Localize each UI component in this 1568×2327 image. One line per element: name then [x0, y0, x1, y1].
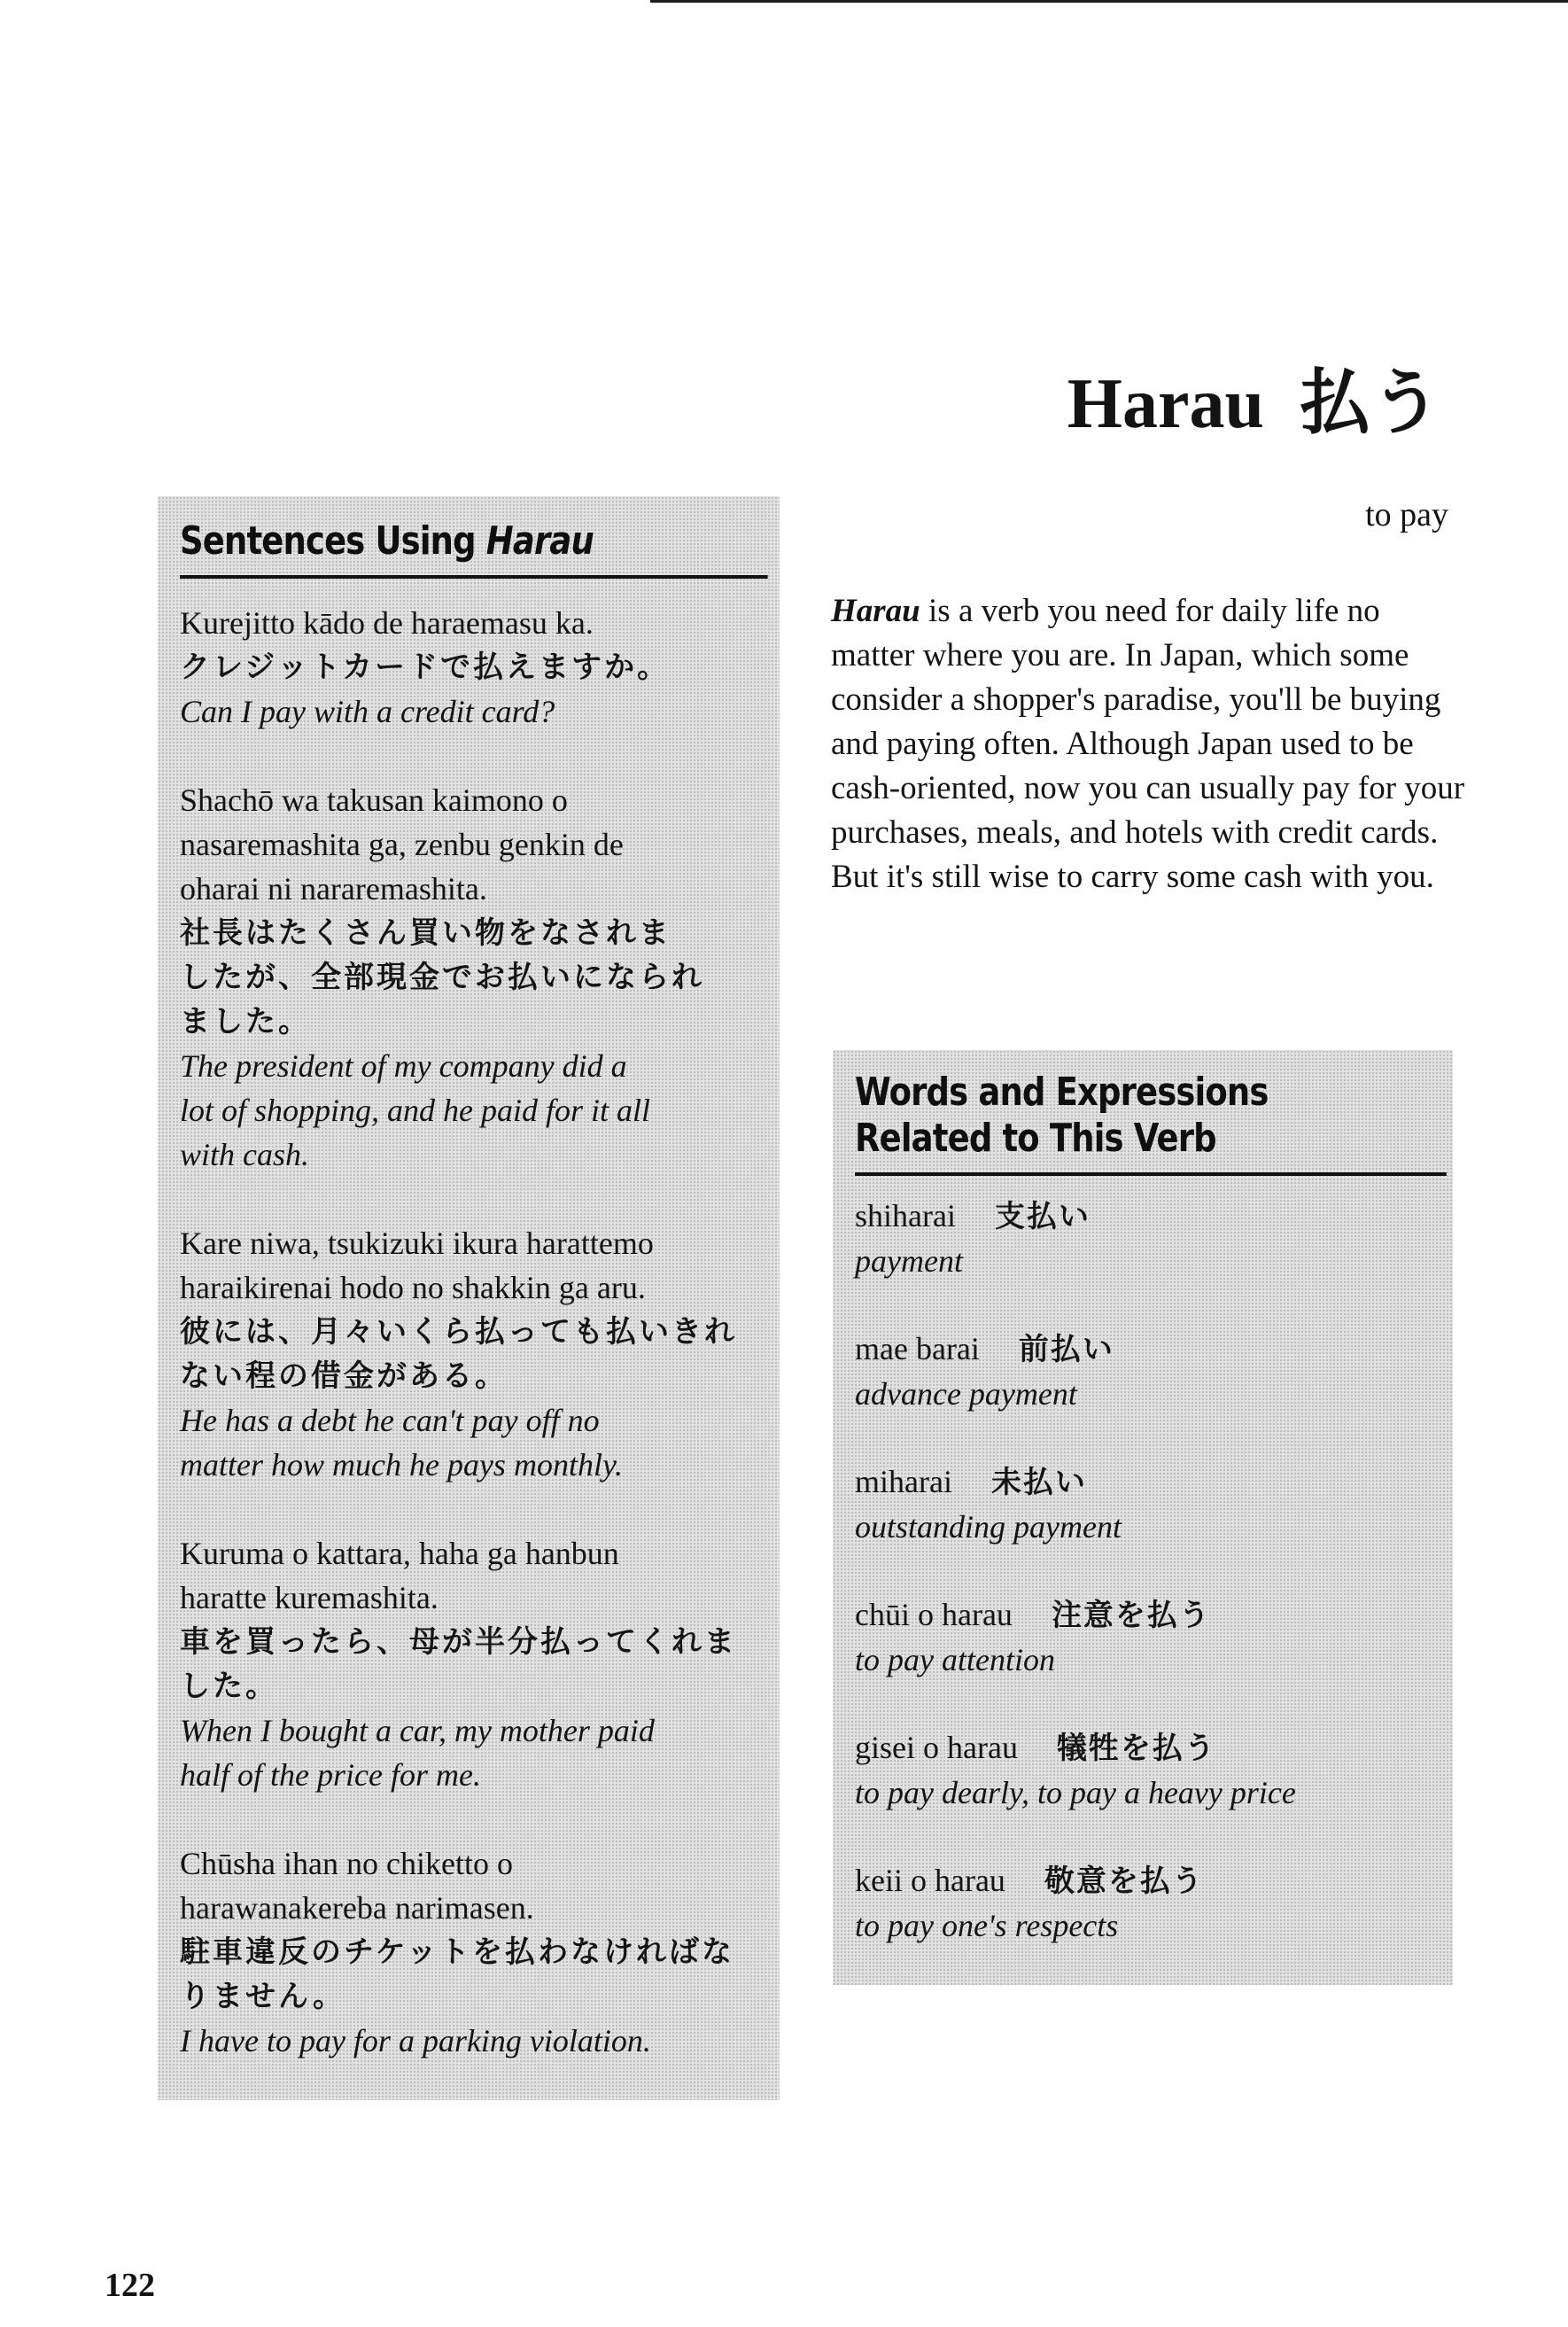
expression-romaji: miharai — [855, 1464, 952, 1499]
sentence-romaji-line: haratte kuremashita. — [180, 1580, 439, 1615]
expression-japanese: 前払い — [1018, 1332, 1114, 1367]
sentence-english-line: The president of my company did a — [180, 1048, 627, 1084]
sentence-japanese-line: 社長はたくさん買い物をなされま — [180, 915, 671, 951]
sentences-list — [180, 601, 773, 2107]
expressions-panel-title — [855, 1070, 1447, 1176]
expression-romaji: keii o harau — [855, 1863, 1005, 1898]
sentence-romaji-line: harawanakereba narimasen. — [180, 1890, 534, 1926]
description-lead-word: Harau — [831, 593, 920, 629]
expression-head — [855, 1194, 1440, 1239]
expression-item — [855, 1459, 1440, 1592]
sentence-japanese-line: クレジットカードで払えますか。 — [180, 650, 671, 685]
sentence-block — [180, 1221, 773, 1487]
expression-item — [855, 1327, 1440, 1459]
expression-head — [855, 1592, 1440, 1638]
sentence-english-line: He has a debt he can't pay off no — [180, 1403, 600, 1438]
expressions-panel — [833, 1050, 1453, 1985]
expression-english: to pay attention — [855, 1642, 1055, 1677]
headword-romaji: Harau — [1067, 365, 1264, 443]
expression-item — [855, 1592, 1440, 1725]
sentence-romaji-line: Kuruma o kattara, haha ga hanbun — [180, 1536, 619, 1571]
verb-description — [831, 589, 1469, 899]
expression-item — [855, 1725, 1440, 1858]
sentence-romaji-line: oharai ni nararemashita. — [180, 871, 487, 907]
sentence-english-line: When I bought a car, my mother paid — [180, 1713, 655, 1748]
expressions-list — [855, 1194, 1440, 1991]
expression-head — [855, 1858, 1440, 1903]
expression-romaji: shiharai — [855, 1198, 956, 1234]
sentence-japanese-line: した。 — [180, 1669, 278, 1704]
sentence-romaji-line: Kurejitto kādo de haraemasu ka. — [180, 605, 594, 641]
expression-romaji: mae barai — [855, 1331, 980, 1366]
sentence-english-line: half of the price for me. — [180, 1757, 481, 1793]
headword-japanese: 払う — [1300, 362, 1441, 444]
sentence-english-line: lot of shopping, and he paid for it all — [180, 1093, 651, 1128]
expression-romaji: gisei o harau — [855, 1730, 1018, 1765]
sentence-block — [180, 1841, 773, 2063]
sentence-romaji-line: Kare niwa, tsukizuki ikura harattemo — [180, 1226, 654, 1261]
expression-japanese: 注意を払う — [1051, 1598, 1211, 1633]
expression-head — [855, 1725, 1440, 1771]
expression-item — [855, 1858, 1440, 1991]
top-rule — [650, 0, 1568, 3]
expression-item — [855, 1194, 1440, 1327]
sentence-english-line: with cash. — [180, 1137, 310, 1172]
expression-japanese: 敬意を払う — [1044, 1864, 1204, 1899]
expression-japanese: 犠牲を払う — [1056, 1731, 1216, 1766]
sentences-panel-title — [180, 518, 768, 579]
sentence-english-line: Can I pay with a credit card? — [180, 694, 555, 729]
sentence-block — [180, 601, 773, 734]
expression-english: outstanding payment — [855, 1509, 1122, 1545]
headword-gloss: to pay — [1365, 496, 1448, 533]
sentences-title-prefix: Sentences Using — [180, 518, 486, 564]
sentence-block — [180, 778, 773, 1177]
sentence-japanese-line: 彼には、月々いくら払っても払いきれ — [180, 1314, 737, 1350]
expression-japanese: 支払い — [994, 1199, 1091, 1234]
sentence-japanese-line: 車を買ったら、母が半分払ってくれま — [180, 1624, 737, 1660]
expression-english: to pay dearly, to pay a heavy price — [855, 1775, 1296, 1810]
sentence-romaji-line: haraikirenai hodo no shakkin ga aru. — [180, 1270, 646, 1305]
expression-head — [855, 1327, 1440, 1372]
sentence-block — [180, 1531, 773, 1797]
expression-romaji: chūi o harau — [855, 1597, 1013, 1632]
expression-english: to pay one's respects — [855, 1908, 1119, 1943]
expressions-title-line: Words and Expressions — [855, 1070, 1269, 1115]
sentences-panel — [158, 496, 780, 2100]
expressions-title-line: Related to This Verb — [855, 1116, 1216, 1161]
sentences-title-word: Harau — [485, 518, 594, 564]
sentence-english-line: matter how much he pays monthly. — [180, 1447, 623, 1483]
expression-head — [855, 1459, 1440, 1505]
sentence-romaji-line: Shachō wa takusan kaimono o — [180, 782, 568, 818]
description-text: is a verb you need for daily life no matter where you are. In Japan, which some consider a shopper's paradise, you'll be buying and paying often. Although Japan used to be cash-oriented, now you can usually pay for your purchases, meals, and hotels with credit cards. But it's still wise to carry some cash with you. — [831, 593, 1465, 895]
expression-english: payment — [855, 1243, 963, 1279]
sentence-japanese-line: 駐車違反のチケットを払わなければな — [180, 1934, 734, 1970]
sentence-english-line: I have to pay for a parking violation. — [180, 2023, 651, 2058]
expression-japanese: 未払い — [990, 1465, 1087, 1500]
page-number: 122 — [105, 2267, 155, 2304]
sentence-japanese-line: ない程の借金がある。 — [180, 1358, 508, 1394]
headword-title — [1067, 362, 1441, 444]
sentence-romaji-line: Chūsha ihan no chiketto o — [180, 1846, 513, 1881]
sentence-japanese-line: したが、全部現金でお払いになられ — [180, 960, 704, 995]
sentence-romaji-line: nasaremashita ga, zenbu genkin de — [180, 827, 624, 862]
expression-english: advance payment — [855, 1376, 1077, 1412]
sentence-japanese-line: ました。 — [180, 1004, 311, 1039]
sentence-japanese-line: りません。 — [180, 1979, 346, 2014]
